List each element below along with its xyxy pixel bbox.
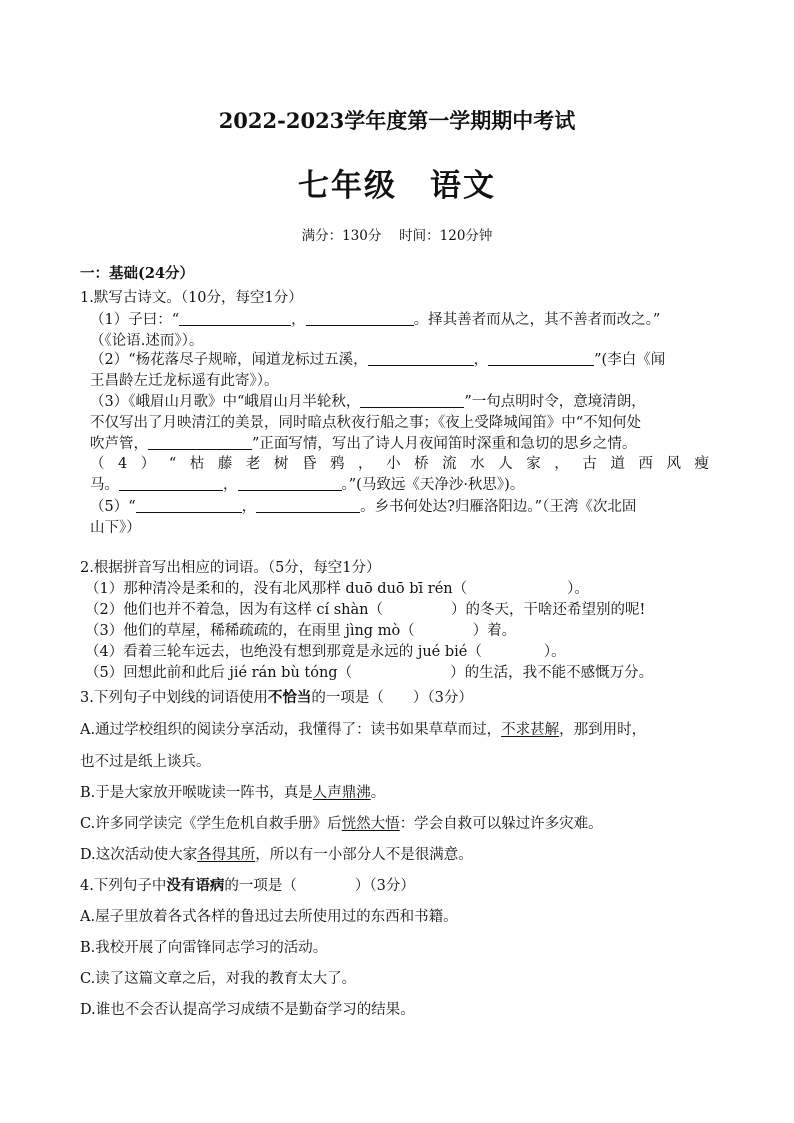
answer-blank[interactable] <box>136 498 242 513</box>
q1-item-1-source: （《论语.述而》）。 <box>90 333 204 349</box>
answer-blank[interactable] <box>368 351 474 366</box>
text: 马。 <box>90 477 119 493</box>
underlined-word: 不求甚解 <box>501 722 560 738</box>
answer-blank[interactable] <box>119 476 223 491</box>
text: ”正面写情，写出了诗人月夜闻笛时深重和急切的思乡之情。 <box>252 436 637 452</box>
text: ”一句点明时令，意境清朗， <box>464 394 646 410</box>
underlined-word: 各得其所 <box>197 847 256 863</box>
q1-item-5 <box>90 495 636 516</box>
text: （1）那种清冷是柔和的，没有北风那样 duō duō bī rén（ <box>85 581 468 597</box>
text: （2）“杨花落尽子规啼，闻道龙标过五溪， <box>90 352 368 368</box>
text: ， <box>291 312 306 328</box>
text: （5）回想此前和此后 jié rán bù tóng（ <box>85 665 353 681</box>
underlined-word: 恍然大悟 <box>341 816 400 832</box>
text: （2）他们也并不着急，因为有这样 cí shàn（ <box>85 602 383 618</box>
text: ）的生活，我不能不感慨万分。 <box>450 665 654 681</box>
q2-item-3 <box>85 619 516 640</box>
section-heading: 一：基础(24分） <box>80 265 195 282</box>
q3-stem <box>80 686 473 707</box>
q3-option-a[interactable] <box>80 718 646 739</box>
text: （3）《峨眉山月歌》中“峨眉山月半轮秋， <box>90 394 361 410</box>
text: ：学会自救可以躲过许多灾难。 <box>399 816 603 832</box>
answer-blank[interactable] <box>148 435 252 450</box>
q4-option-c[interactable]: C.读了这篇文章之后，对我的教育太大了。 <box>80 971 357 987</box>
text: 的一项是（ ）（3分） <box>224 878 415 894</box>
text: ）的冬天，干啥还希望别的呢! <box>450 602 646 618</box>
q1-stem: 1.默写古诗文。（10分，每空1分） <box>80 290 303 306</box>
text: 。 <box>370 785 386 801</box>
text: 3.下列句子中划线的词语使用 <box>80 690 268 706</box>
q2-item-2 <box>85 598 645 619</box>
q2-item-1 <box>85 577 589 598</box>
q3-option-b[interactable] <box>80 781 385 802</box>
underlined-word: 人声鼎沸 <box>312 785 371 801</box>
text: C.许多同学读完《学生危机自救手册》后 <box>80 816 342 832</box>
subject-title: 七年级 语文 <box>298 168 496 204</box>
q1-item-1 <box>90 308 660 329</box>
text: 。乡书何处达?归雁洛阳边。”（王湾《次北固 <box>360 499 637 515</box>
q1-item-3-line2: 不仅写出了月映清江的美景，同时暗点秋夜行船之事；《夜上受降城闻笛》中“不知何处 <box>90 415 642 431</box>
text: D.这次活动使大家 <box>80 847 198 863</box>
q2-stem: 2.根据拼音写出相应的词语。（5分，每空1分） <box>80 560 381 576</box>
text: 。”(马致远《天净沙·秋思》)。 <box>341 477 525 493</box>
text: ， <box>241 499 257 515</box>
q1-item-3 <box>90 390 646 411</box>
q3-option-d[interactable] <box>80 843 473 864</box>
q4-stem <box>80 874 415 895</box>
q1-item-2 <box>90 348 665 369</box>
answer-blank[interactable] <box>360 393 464 408</box>
q1-item-4: （4）“枯藤老树昏鸦，小桥流水人家，古道西风瘦 <box>90 456 711 472</box>
text: （1）子曰：“ <box>90 312 180 328</box>
q3-option-c[interactable] <box>80 812 603 833</box>
text: （3）他们的草屋，稀稀疏疏的，在雨里 jìng mò（ <box>85 623 415 639</box>
text: 的一项是（ ）（3分） <box>311 690 473 706</box>
emphasis: 不恰当 <box>267 689 312 706</box>
text: B.于是大家放开喉咙读一阵书，真是 <box>80 785 313 801</box>
q3-option-a-line2: 也不过是纸上谈兵。 <box>80 754 211 770</box>
q2-item-5 <box>85 661 653 682</box>
q4-option-d[interactable]: D.谁也不会否认提高学习成绩不是勤奋学习的结果。 <box>80 1002 415 1018</box>
text: A.通过学校组织的阅读分享活动，我懂得了：读书如果草草而过， <box>80 722 502 738</box>
q1-item-5-source: 山下》） <box>90 520 141 536</box>
text: 。择其善者而从之，其不善者而改之。” <box>413 312 661 328</box>
text: 4.下列句子中 <box>80 878 167 894</box>
answer-blank[interactable] <box>488 351 594 366</box>
text: ， <box>223 477 238 493</box>
text: ，所以有一小部分人不是很满意。 <box>255 847 473 863</box>
emphasis: 没有语病 <box>166 877 225 894</box>
text: ”(李白《闻 <box>594 352 666 368</box>
text: ， <box>473 352 489 368</box>
text: 吹芦管， <box>90 436 148 452</box>
q1-item-3-line3 <box>90 432 636 453</box>
text: （4）看着三轮车远去，也绝没有想到那竟是永远的 jué bié（ <box>85 644 482 660</box>
answer-blank[interactable] <box>306 311 414 326</box>
text: ）。 <box>543 644 566 660</box>
answer-blank[interactable] <box>179 311 291 326</box>
q1-item-2-source: 王昌龄左迁龙标遥有此寄》）。 <box>90 373 279 389</box>
exam-title: 2022-2023学年度第一学期期中考试 <box>218 108 576 133</box>
text: （5）“ <box>90 499 136 515</box>
text: ）着。 <box>472 623 517 639</box>
q4-option-b[interactable]: B.我校开展了向雷锋同志学习的活动。 <box>80 940 328 956</box>
q4-option-a[interactable]: A.屋子里放着各式各样的鲁迅过去所使用过的东西和书籍。 <box>80 909 458 925</box>
text: ，那到用时， <box>559 722 647 738</box>
q1-item-4-line2 <box>90 473 524 494</box>
text: ）。 <box>567 581 589 597</box>
exam-meta: 满分：130分 时间：120分钟 <box>301 228 493 244</box>
answer-blank[interactable] <box>238 476 342 491</box>
answer-blank[interactable] <box>256 498 360 513</box>
q2-item-4 <box>85 640 566 661</box>
